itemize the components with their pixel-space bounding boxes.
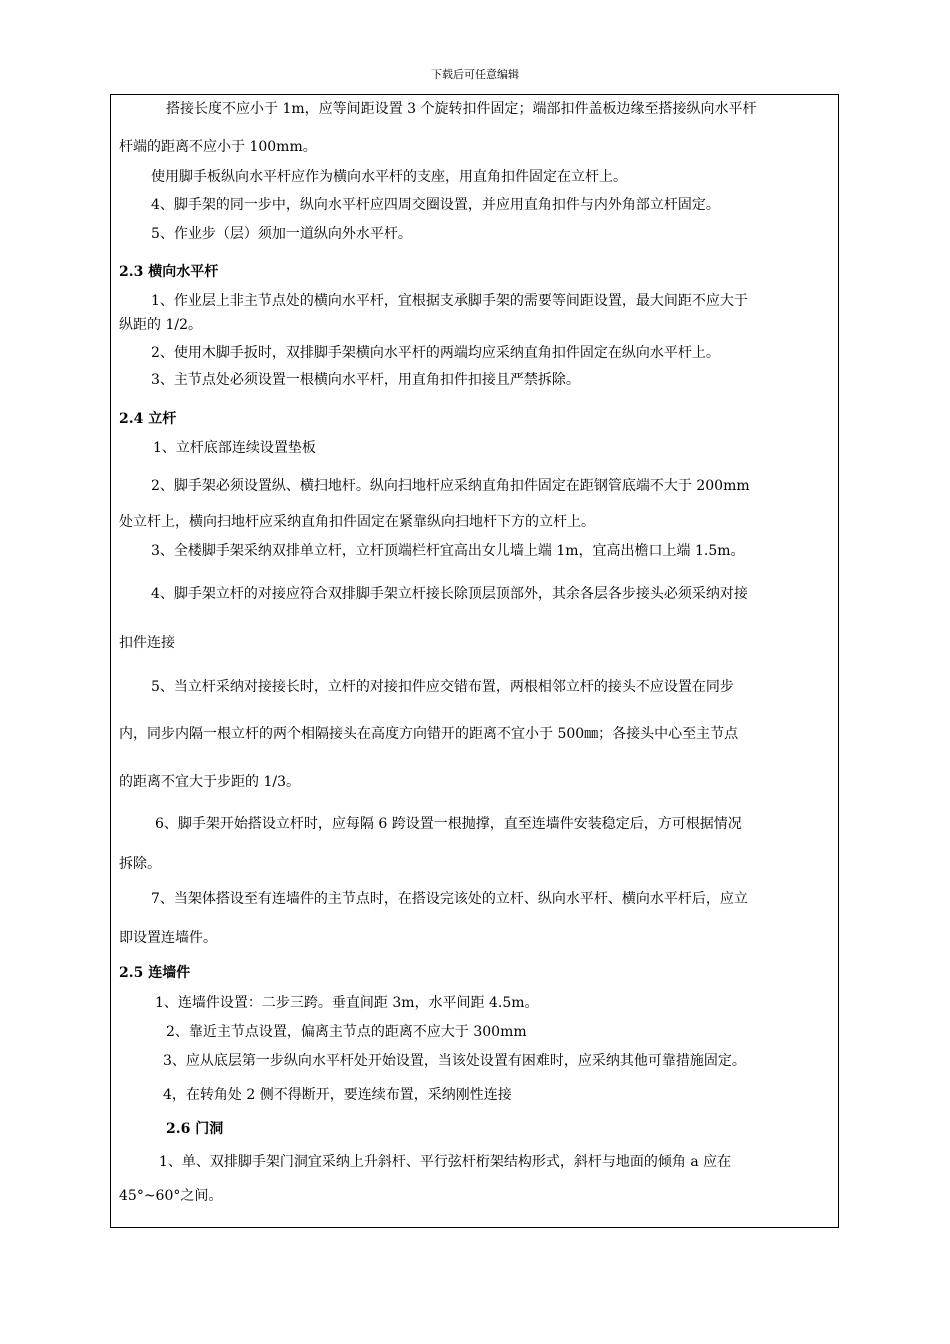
- paragraph-line: 3、主节点处必须设置一根横向水平杆，用直角扣件扣接且严禁拆除。: [151, 372, 580, 388]
- paragraph-line: 纵距的 1/2。: [119, 317, 202, 333]
- paragraph-line: 1、单、双排脚手架门洞宜采纳上升斜杆、平行弦杆桁架结构形式，斜杆与地面的倾角 a 应在: [159, 1154, 732, 1170]
- paragraph-line: 2、使用木脚手扳时，双排脚手架横向水平杆的两端均应采纳直角扣件固定在纵向水平杆上。: [151, 345, 720, 361]
- paragraph-line: 7、当架体搭设至有连墙件的主节点时，在搭设完该处的立杆、纵向水平杆、横向水平杆后，应立: [151, 891, 748, 907]
- paragraph-line: 内，同步内隔一根立杆的两个相隔接头在高度方向错开的距离不宜小于 500㎜；各接头中心至主节点: [119, 726, 739, 742]
- paragraph-line: 2、靠近主节点设置，偏离主节点的距离不应大于 300mm: [166, 1024, 527, 1040]
- paragraph-line: 1、作业层上非主节点处的横向水平杆，宜根据支承脚手架的需要等间距设置，最大间距不应大于: [151, 293, 748, 309]
- section-heading: 2.3 横向水平杆: [119, 264, 219, 280]
- paragraph-line: 杆端的距离不应小于 100mm。: [119, 139, 317, 155]
- paragraph-line: 的距离不宜大于步距的 1/3。: [119, 774, 300, 790]
- paragraph-line: 45°~60°之间。: [119, 1188, 223, 1204]
- paragraph-line: 6、脚手架开始搭设立杆时，应每隔 6 跨设置一根抛撑，直至连墙件安装稳定后，方可根据情况: [155, 816, 742, 832]
- paragraph-line: 扣件连接: [119, 635, 175, 651]
- paragraph-line: 3、全楼脚手架采纳双排单立杆，立杆顶端栏杆宜高出女儿墙上端 1m，宜高出檐口上端 1.5m。: [151, 543, 745, 559]
- paragraph-line: 5、当立杆采纳对接接长时，立杆的对接扣件应交错布置，两根相邻立杆的接头不应设置在同步: [151, 679, 734, 695]
- page-header: 下载后可任意编辑: [431, 68, 519, 81]
- section-heading: 2.6 门洞: [166, 1121, 224, 1137]
- paragraph-line: 2、脚手架必须设置纵、横扫地杆。纵向扫地杆应采纳直角扣件固定在距钢管底端不大于 200mm: [151, 478, 750, 494]
- paragraph-line: 4、脚手架立杆的对接应符合双排脚手架立杆接长除顶层顶部外，其余各层各步接头必须采纳对接: [151, 586, 748, 602]
- paragraph-line: 即设置连墙件。: [119, 930, 217, 946]
- paragraph-line: 4、脚手架的同一步中，纵向水平杆应四周交圈设置，并应用直角扣件与内外角部立杆固定。: [151, 197, 720, 213]
- paragraph-line: 使用脚手板纵向水平杆应作为横向水平杆的支座，用直角扣件固定在立杆上。: [151, 169, 627, 185]
- paragraph-line: 4，在转角处 2 侧不得断开，要连续布置，采纳刚性连接: [163, 1087, 512, 1103]
- paragraph-line: 5、作业步（层）须加一道纵向外水平杆。: [151, 226, 412, 242]
- paragraph-line: 1、立杆底部连续设置垫板: [153, 440, 316, 456]
- section-heading: 2.5 连墙件: [119, 965, 191, 981]
- paragraph-line: 1、连墙件设置：二步三跨。垂直间距 3m，水平间距 4.5m。: [155, 995, 539, 1011]
- content-box: [110, 94, 839, 1228]
- section-heading: 2.4 立杆: [119, 411, 177, 427]
- paragraph-line: 拆除。: [119, 856, 161, 872]
- paragraph-line: 3、应从底层第一步纵向水平杆处开始设置，当该处设置有困难时，应采纳其他可靠措施固定。: [163, 1053, 746, 1069]
- paragraph-line: 搭接长度不应小于 1m，应等间距设置 3 个旋转扣件固定；端部扣件盖板边缘至搭接纵向水平杆: [166, 101, 757, 117]
- paragraph-line: 处立杆上，横向扫地杆应采纳直角扣件固定在紧靠纵向扫地杆下方的立杆上。: [119, 514, 595, 530]
